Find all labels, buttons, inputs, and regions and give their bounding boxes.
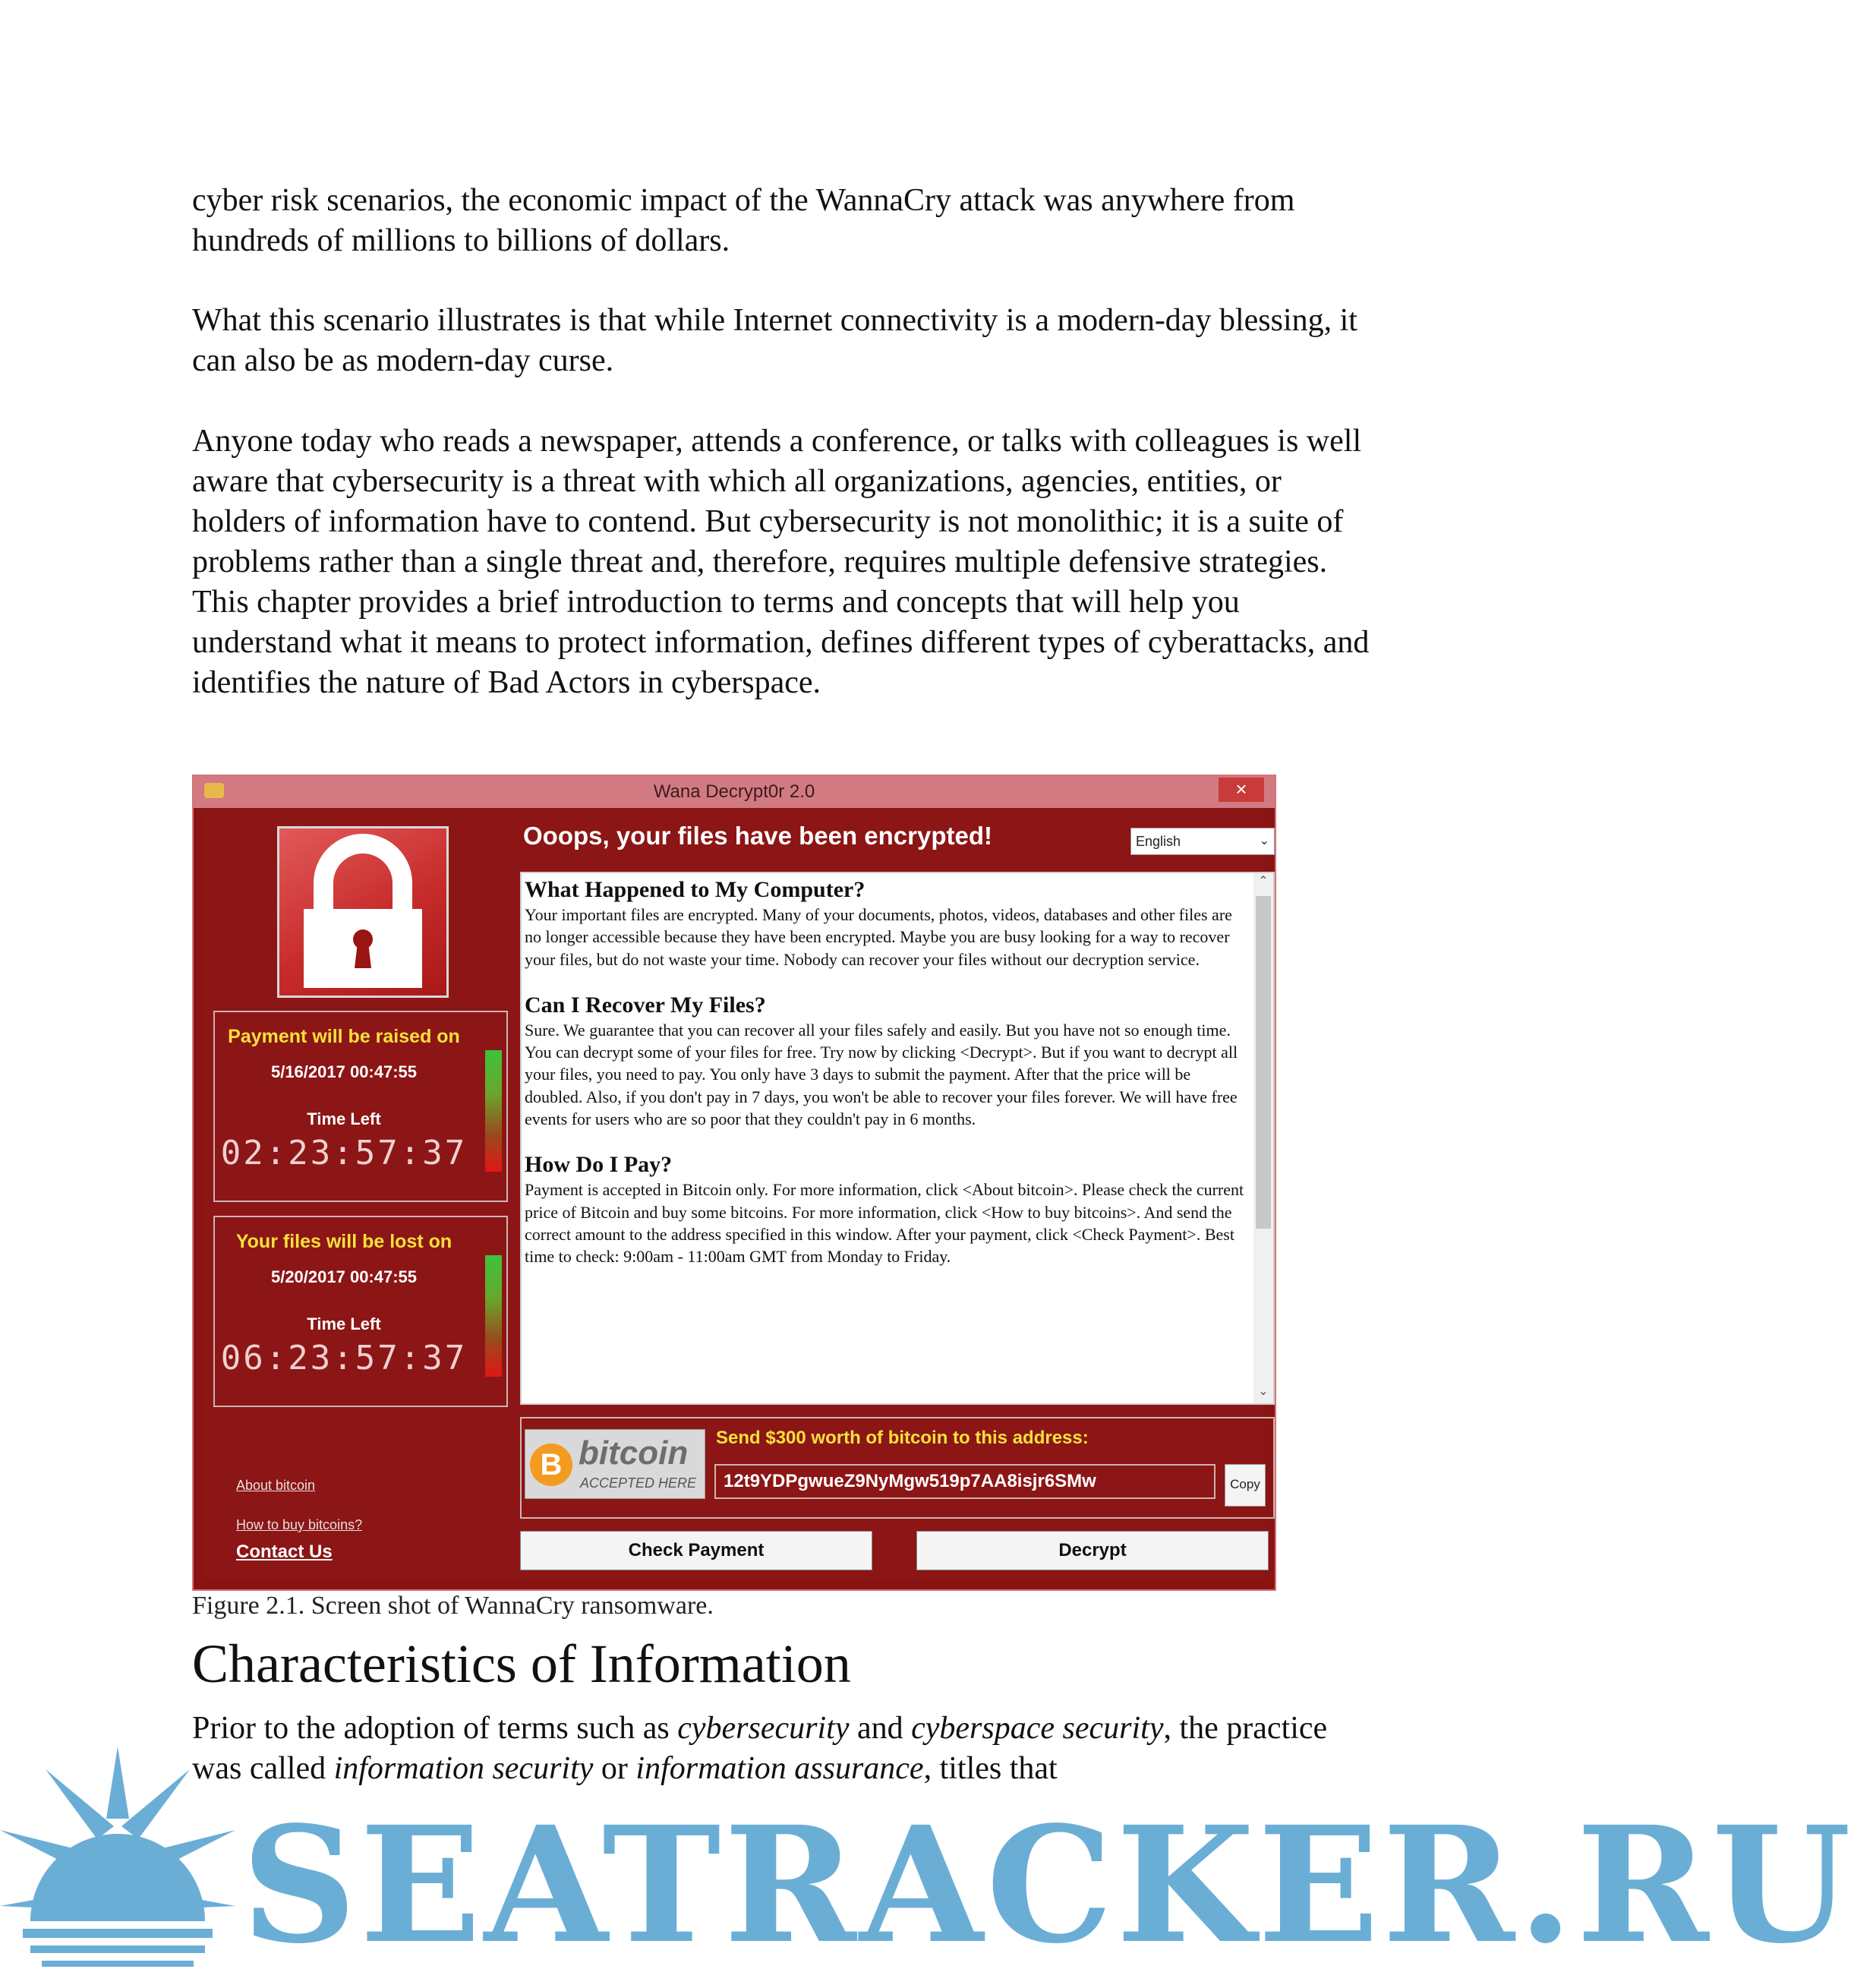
italic-term: cyberspace security	[911, 1711, 1164, 1746]
bitcoin-payment-box	[520, 1417, 1275, 1519]
close-button[interactable]: ×	[1219, 778, 1264, 802]
bitcoin-coin-icon: B	[530, 1444, 572, 1486]
payment-raise-panel	[213, 1011, 508, 1202]
panel-date: 5/16/2017 00:47:55	[270, 1062, 418, 1081]
send-amount-label: Send $300 worth of bitcoin to this address:	[716, 1428, 1089, 1448]
panel-date: 5/20/2017 00:47:55	[270, 1267, 418, 1286]
scroll-up-icon[interactable]: ⌃	[1258, 875, 1269, 888]
window-body	[203, 809, 1269, 1579]
body-paragraph-3: Anyone today who reads a newspaper, attends a conference, or talks with colleagues is well aware that cybersecurity is a threat with which all organizations, agencies, entities, or holders of information have to contend. But cybersecurity is not monolithic; it is a suite of problems rather than a single threat and, therefore, requires multiple defensive strategies. This chapter provides a brief introduction to terms and concepts that will help you understand what it means to protect information, defines different types of cyberattacks, and identifies the nature of Bad Actors in cyberspace.	[192, 424, 1370, 700]
window-titlebar	[194, 776, 1275, 808]
files-lost-panel	[213, 1216, 508, 1407]
bitcoin-accepted-label: ACCEPTED HERE	[580, 1475, 697, 1491]
wannacry-screenshot-figure	[192, 775, 1276, 1591]
text-run: , the practice was called	[192, 1711, 1328, 1786]
time-left-label: Time Left	[307, 1109, 381, 1128]
text-run: , titles that	[923, 1751, 1058, 1786]
ransom-message-box[interactable]	[520, 872, 1275, 1405]
body-paragraph-2: What this scenario illustrates is that while Internet connectivity is a modern-day blessing, it can also be as modern-day curse.	[192, 303, 1357, 378]
message-heading-1: What Happened to My Computer?	[525, 877, 866, 902]
language-value: English	[1136, 834, 1181, 849]
decrypt-button[interactable]: Decrypt	[916, 1531, 1269, 1570]
message-paragraph-2: Sure. We guarantee that you can recover all your files safely and easily. But you have not so enough time. You can decrypt some of your files for free. Try now by clicking <Decrypt>. But if you want to decrypt all your files, you need to pay. You only have 3 days to submit the payment. After that the price will be doubled. Also, if you don't pay in 7 days, you won't be able to recover your files forever. We will have free events for users who are so poor that they couldn't pay in 6 months.	[525, 1020, 1238, 1129]
chevron-down-icon: ⌄	[1259, 835, 1269, 847]
bitcoin-logo	[525, 1429, 705, 1499]
scroll-down-icon[interactable]: ⌄	[1258, 1385, 1269, 1398]
window-title: Wana Decrypt0r 2.0	[653, 781, 815, 802]
how-to-buy-bitcoins-link[interactable]: How to buy bitcoins?	[236, 1517, 363, 1532]
italic-term: cybersecurity	[677, 1711, 850, 1746]
encrypted-headline: Ooops, your files have been encrypted!	[523, 822, 992, 850]
message-paragraph-1: Your important files are encrypted. Many of your documents, photos, videos, databases and other files are no longer accessible because they have been encrypted. Maybe you are busy looking for a way to recover your files, but do not waste your time. Nobody can recover your files without our decryption service.	[525, 905, 1232, 969]
language-select[interactable]	[1130, 828, 1275, 855]
padlock-icon	[277, 826, 449, 998]
figure-caption: Figure 2.1. Screen shot of WannaCry ransomware.	[192, 1592, 714, 1620]
text-run: and	[849, 1711, 912, 1746]
contact-us-link[interactable]: Contact Us	[236, 1541, 333, 1562]
time-left-label: Time Left	[307, 1314, 381, 1333]
panel-heading: Payment will be raised on	[228, 1026, 460, 1047]
countdown-timer: 02:23:57:37	[220, 1134, 468, 1172]
scroll-thumb[interactable]	[1256, 896, 1271, 1229]
progress-bar	[485, 1050, 502, 1172]
check-payment-button[interactable]: Check Payment	[520, 1531, 872, 1570]
watermark-text: SEATRACKER.RU	[241, 1791, 1854, 1979]
italic-term: information security	[333, 1751, 594, 1786]
message-heading-2: Can I Recover My Files?	[525, 992, 766, 1018]
countdown-timer: 06:23:57:37	[220, 1339, 468, 1377]
text-run: or	[593, 1751, 636, 1786]
message-heading-3: How Do I Pay?	[525, 1152, 673, 1178]
progress-bar	[485, 1255, 502, 1377]
message-paragraph-3: Payment is accepted in Bitcoin only. For more information, click <About bitcoin>. Please check the current price of Bitcoin and buy some bitcoins. For more information, click <How to buy bitcoins>. And send the correct amount to the address specified in this window. After your payment, click <Check Payment>. Best time to check: 9:00am - 11:00am GMT from Monday to Friday.	[525, 1180, 1244, 1267]
copy-button[interactable]: Copy	[1225, 1464, 1266, 1507]
message-content	[525, 876, 1250, 1289]
italic-term: information assurance	[635, 1751, 924, 1786]
body-paragraph-1: cyber risk scenarios, the economic impact of the WannaCry attack was anywhere from hundreds of millions to billions of dollars.	[192, 183, 1295, 258]
section-heading: Characteristics of Information	[192, 1633, 851, 1694]
text-run: Prior to the adoption of terms such as	[192, 1711, 678, 1746]
about-bitcoin-link[interactable]: About bitcoin	[236, 1478, 316, 1493]
bitcoin-wordmark: bitcoin	[579, 1434, 689, 1472]
panel-heading: Your files will be lost on	[235, 1231, 452, 1252]
message-scrollbar[interactable]	[1253, 873, 1273, 1403]
bitcoin-address-field[interactable]: 12t9YDPgwueZ9NyMgw519p7AA8isjr6SMw	[714, 1464, 1216, 1499]
